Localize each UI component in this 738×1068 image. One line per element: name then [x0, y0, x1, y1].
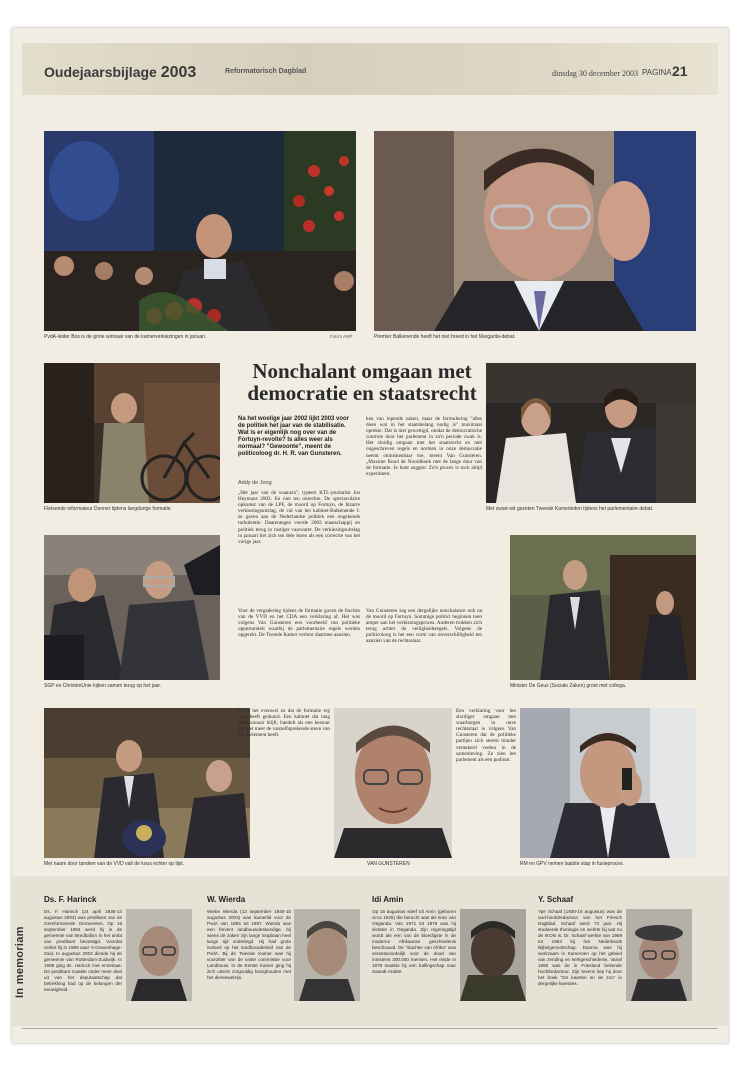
caption-donner: Fietsende informateur Donner tijdens langdurige formatie. — [44, 506, 172, 512]
photo-fusie — [520, 708, 696, 858]
article-column-1: „Het jaar van de waanzin", typeert KTL-journalist Jos Heymans 2002. En niet ten onrechte. De spectaculaire opkomst van de LPF, de moord op Fortuyn, de bizarre verkiezingsuitslag, de val van het kabinet-Balkenende I: ze gaven aan de Nederlandse politiek een ongekende turbulentie. Daarentegen voerde 2003 maatschappij en politiek terug in rustiger vaarwater. De verkiezingsuitslag in januari liet zich ten dele lezen als een correctie van het vorige jaar. — [238, 490, 360, 545]
photo-credit: Foto's ANP — [330, 334, 353, 339]
masthead: Reformatorisch Dagblad — [225, 68, 307, 75]
page-number: 21 — [672, 63, 688, 79]
article-intro: Na het woelige jaar 2002 lijkt 2003 voor de politiek het jaar van de stabilisatie. Wat is er eigenlijk nog over van de Fortuyn-revolte? Is alles weer als normaal? "Gewoonte", meent de politicoloog dr. H. R. van Gunsteren. — [238, 416, 350, 457]
photo-de-geus — [510, 535, 696, 680]
caption-bos: PvdA-leider Bos is de grote winnaar van de kamerverkiezingen in januari. — [44, 334, 207, 340]
article-byline: Addy de Jong — [238, 480, 272, 486]
article-headline — [222, 360, 502, 404]
photo-kamerleden — [486, 363, 696, 503]
portrait-harinck — [126, 909, 192, 1001]
bottom-rule — [22, 1028, 718, 1029]
obit-text-wierda: Wiebe Wierda (13 september 1948-15 augustus 2003) was kamerlid voor de PvdA van 1994 tot 1997. Wierda was een fervent landbouwdeskundige, bij wiens de zaken zijn lange loopbaan heel lange tijd onderlegd. Hij had grote invloed op het landbouwbeleid van de PvdA. Bij de Tweede Kamer was hij voorzitter van de vaste commissie voor Landbouw. In de Eerste Kamer ging hij zich uiterst zorgvuldig bezighouden met het dierenwelzijn. — [207, 909, 291, 980]
photo-sgp-christenunie — [44, 535, 220, 680]
headline-line-2: democratie en staatsrecht — [247, 381, 477, 405]
obit-name-harinck: Ds. F. Harinck — [44, 895, 97, 904]
dateline: dinsdag 30 december 2003 — [552, 69, 638, 78]
obit-text-amin: Op 16 augustus stierf Idi Amin (geboren circa 1925) die berucht was als tiran van Oeganda. Van 1971 tot 1979 was hij dictator in Oeganda. Zijn regeringstijd wordt als een van de bloedigste in de moderne Afrikaanse geschiedenis beschouwd. De "slachter van Afrika" was verantwoordelijk voor de dood van minstens 300.000 mensen. Het einde in 1979 maakte hij een ballingschap naar Saoedi-Arabië. — [372, 909, 456, 974]
article-column-5: Nu is het evenwel zo dat de formatie erg lang heeft geduurd. Een kabinet dat lang demissionair blijft, handelt als een bestuur dat niet meer de vanzelfsprekende steun van het parlement heeft. — [238, 708, 330, 739]
in-memoriam-label: In memoriam — [14, 926, 26, 998]
obit-text-schaaf: Ype Schaaf (1930-16 augustus) was de oud-hoofdredacteur van het Friesch Dagblad. Schaaf werd 73 jaar. Hij studeerde theologie en werkte bij wat nu de IKON is. Dr. Schaaf werkte van 1959 tot 1963 bij het Nederlands Bijbelgenootschap. Daarna was hij werkzaam in Kameroen op het gebied van zending en kerkgeschiedenis. Vanaf 1990 was de in Friesland bekende hoofdredacteur. Zijn tevens liep hij door het boek "De kaarten en de zon" in dergelijke kwesties. — [538, 909, 622, 986]
photo-van-gunsteren — [334, 708, 452, 858]
headline-line-1: Nonchalant omgaan met — [252, 359, 472, 383]
caption-fusie: RM en GPV nemen laatste stap in fusieproces. — [520, 861, 624, 867]
article-column-2: ken van lopende zaken, maar de formulering "alles doen wat in het staatsbelang nodig is" maximaal oprekte. Dat is niet gewettigd, omdat de democratische controle door het parlement in zo'n periode zwak is. Het slordig omgaan met het staatsrecht en met ongeschreven regels en normen in onze democratie neemt onmiskenbaar toe, meent Van Gunsteren. „Maxime Rood de Noordhoek met de lange duur van de formatie. Je kunt zeggen: Zo'n proces is toch altijd experiment. — [366, 416, 482, 477]
section-title-text: Oudejaarsbijlage — [44, 64, 157, 80]
obit-name-schaaf: Y. Schaaf — [538, 895, 574, 904]
section-year: 2003 — [160, 64, 197, 81]
caption-parliament: Met naam door tandem van de VVD valt de kous echter op lijst. — [44, 861, 185, 867]
section-title — [44, 64, 196, 82]
caption-de-geus: Minister De Geus (Sociale Zaken) groet met collega. — [510, 683, 627, 689]
newspaper-sheet — [12, 28, 728, 1043]
caption-sgp: SGP en ChristenUnie kijken samen terug op het jaar. — [44, 683, 162, 689]
obit-text-harinck: Ds. F. Harinck (24 april 1935-14 augustus 2003) was predikant van de Gereformeerde Gemeenten. Op 16 september 1964 werd hij in de gemeente van Bredballon in het ambt van predikant bevestigd. Voordat verliet hij in 1969 naar 's-Gravenhage-Zuid. In augustus 2003 diende hij de gemeente van Rotterdam-Zuidwijk. In 1998 ging ds. Harinck met emeritaat. De predikant maakte onder meer deel uit van het deputaatschap dat betrekking had op de belangen der eeuwigheid. — [44, 909, 122, 992]
photo-donner-bike — [44, 363, 220, 503]
portrait-schaaf — [626, 909, 692, 1001]
article-column-3: Voor de vergadering tijdens de formatie gaven de fracties van de VVD en het CDA een verklaring af. Het was volgens Van Gunsteren een voorbeeld van politieke opportuniteit waarbij de parlementaire regels werden opgerekt. De Tweede Kamer verloor daarmee aanzien. — [238, 608, 360, 639]
obit-name-wierda: W. Wierda — [207, 895, 246, 904]
obit-name-amin: Idi Amin — [372, 895, 404, 904]
photo-parliament — [44, 708, 250, 858]
portrait-wierda — [294, 909, 360, 1001]
photo-bos-victory — [44, 131, 356, 331]
caption-van-gunsteren: VAN GUNSTEREN — [367, 861, 410, 867]
photo-balkenende — [374, 131, 696, 331]
article-column-6: Een verklaring voor het slordiger omgaan met waarborgen in onze rechtsstaat is volgens Van Gunsteren dat de politieke partijen zich steeds minder verankerd voelen in de samenleving. Ze zien het parlement als een podium. — [456, 708, 516, 763]
page-word: PAGINA — [642, 68, 672, 77]
newspaper-page — [12, 28, 728, 1043]
caption-kamerleden: Met zwart-wit gezeten Tweede Kamerleden tijdens het parlementaire debat. — [486, 506, 654, 512]
caption-balkenende: Premier Balkenende heeft het niet breed in het Margarita-debat. — [374, 334, 516, 340]
article-column-4: Van Gunsteren zag een dergelijke nonchalance ook na de moord op Fortuyn. Sommige politici beginnen toen amper aan het verkiezingsproces. Anderen trokken zich terug achter de veiligheidsregels. Volgens de politicoloog is het een vorm van onverschilligheid ten aanzien van de rechtsstaat. — [366, 608, 482, 645]
portrait-amin — [460, 909, 526, 1001]
